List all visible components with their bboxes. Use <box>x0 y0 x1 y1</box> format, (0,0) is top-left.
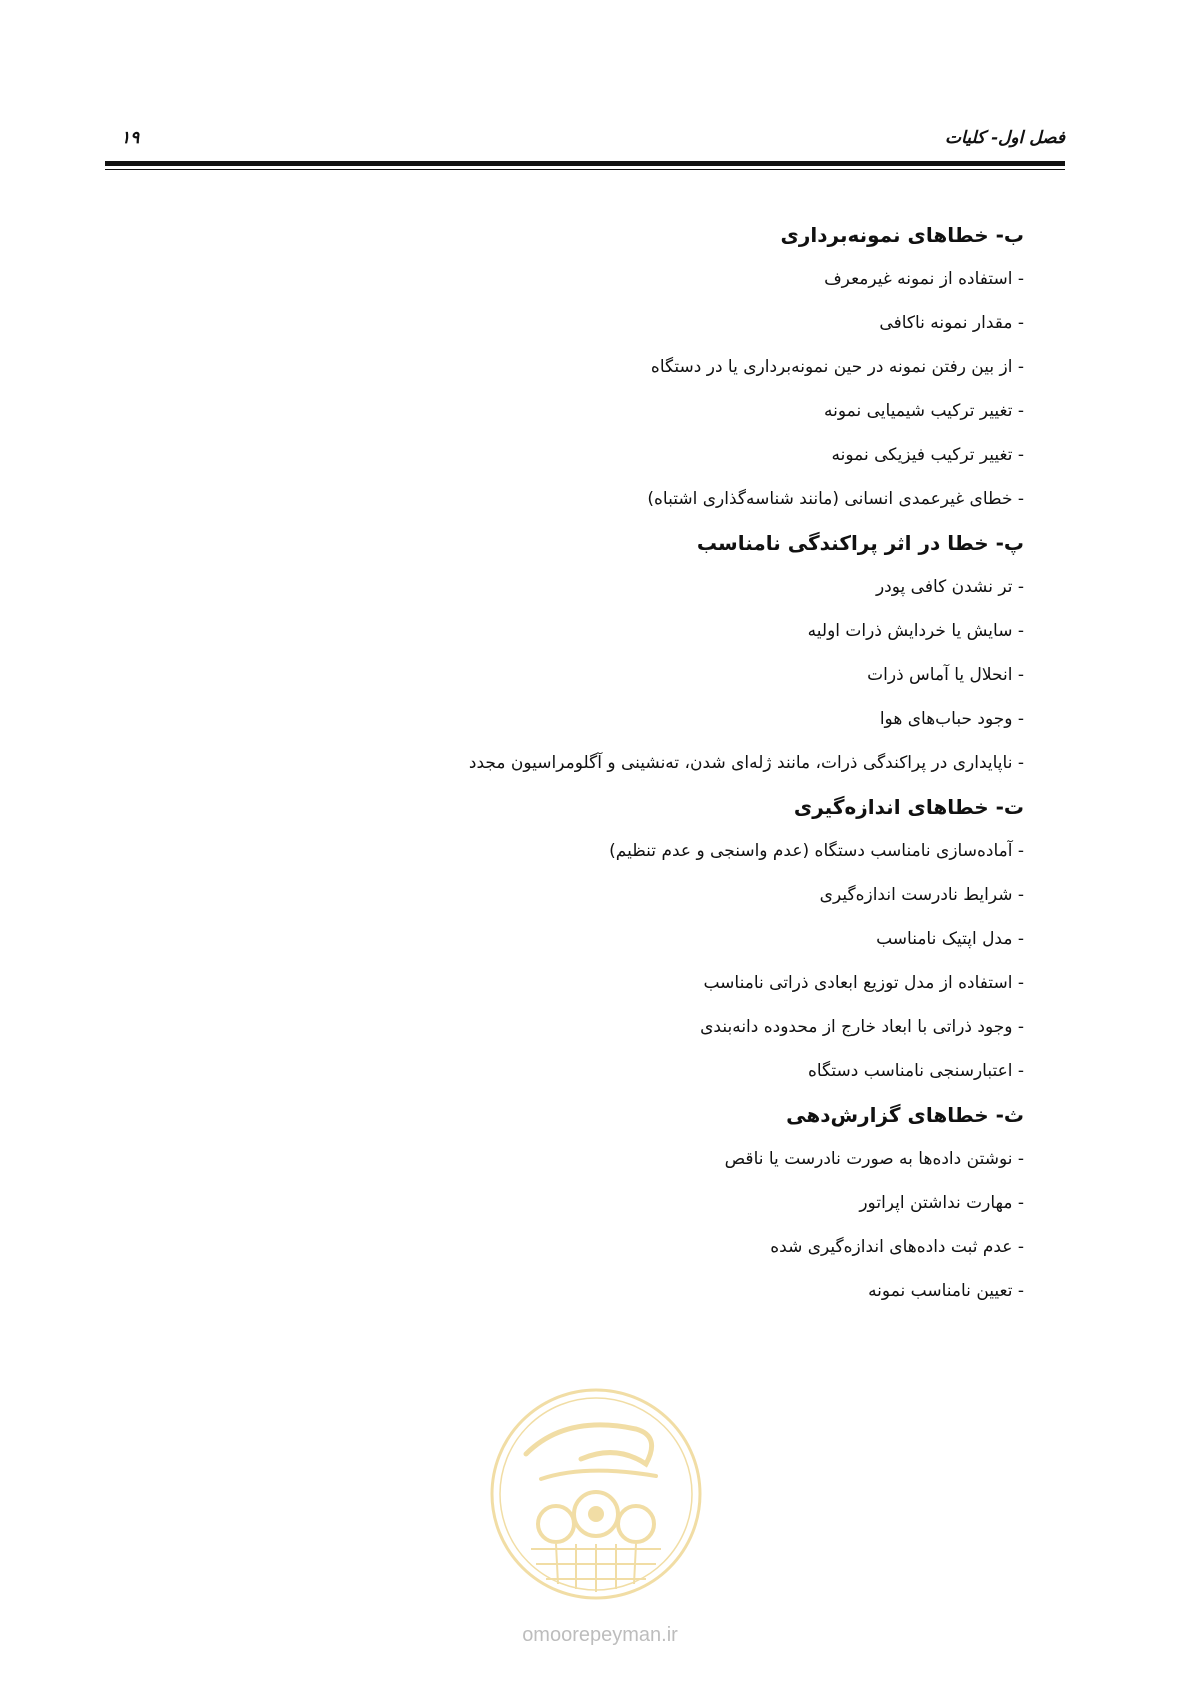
watermark-logo-icon <box>486 1384 706 1604</box>
header-rule-thick <box>105 161 1065 166</box>
page-header <box>105 128 1065 154</box>
list-item: - تعیین نامناسب نمونه <box>868 1281 1024 1301</box>
section-heading: ب- خطاهای نمونه‌برداری <box>780 223 1024 247</box>
list-item: - خطای غیرعمدی انسانی (مانند شناسه‌گذاری اشتباه) <box>647 489 1024 509</box>
section-heading: پ- خطا در اثر پراکندگی نامناسب <box>696 531 1024 555</box>
page-number: ۱۹ <box>121 128 140 148</box>
list-item: - آماده‌سازی نامناسب دستگاه (عدم واسنجی و عدم تنظیم) <box>609 841 1024 861</box>
list-item: - شرایط نادرست اندازه‌گیری <box>819 885 1024 905</box>
list-item: - اعتبارسنجی نامناسب دستگاه <box>807 1061 1024 1081</box>
list-item: - مقدار نمونه ناکافی <box>879 313 1024 333</box>
list-item: - وجود حباب‌های هوا <box>879 709 1024 729</box>
list-item: - استفاده از مدل توزیع ابعادی ذراتی نامناسب <box>703 973 1024 993</box>
page-content <box>204 213 1024 1313</box>
list-item: - نوشتن داده‌ها به صورت نادرست یا ناقص <box>724 1149 1024 1169</box>
list-item: - تر نشدن کافی پودر <box>875 577 1024 597</box>
section-measurement-errors <box>204 785 1024 1093</box>
chapter-title: فصل اول- کلیات <box>945 128 1065 148</box>
list-item: - مهارت نداشتن اپراتور <box>859 1193 1024 1213</box>
list-item: - وجود ذراتی با ابعاد خارج از محدوده دانه‌بندی <box>700 1017 1024 1037</box>
list-item: - مدل اپتیک نامناسب <box>876 929 1024 949</box>
section-reporting-errors <box>204 1093 1024 1313</box>
watermark-url: omoorepeyman.ir <box>522 1624 678 1646</box>
section-sampling-errors <box>204 213 1024 521</box>
list-item: - از بین رفتن نمونه در حین نمونه‌برداری یا در دستگاه <box>650 357 1024 377</box>
section-heading: ت- خطاهای اندازه‌گیری <box>793 795 1024 819</box>
list-item: - ناپایداری در پراکندگی ذرات، مانند ژله‌ای شدن، ته‌نشینی و آگلومراسیون مجدد <box>468 753 1024 773</box>
list-item: - سایش یا خردایش ذرات اولیه <box>807 621 1024 641</box>
section-heading: ث- خطاهای گزارش‌دهی <box>786 1103 1024 1127</box>
section-dispersion-errors <box>204 521 1024 785</box>
list-item: - تغییر ترکیب شیمیایی نمونه <box>824 401 1024 421</box>
list-item: - انحلال یا آماس ذرات <box>867 665 1024 685</box>
list-item: - تغییر ترکیب فیزیکی نمونه <box>831 445 1024 465</box>
list-item: - استفاده از نمونه غیرمعرف <box>824 269 1024 289</box>
list-item: - عدم ثبت داده‌های اندازه‌گیری شده <box>770 1237 1024 1257</box>
header-rule-thin <box>105 169 1065 170</box>
